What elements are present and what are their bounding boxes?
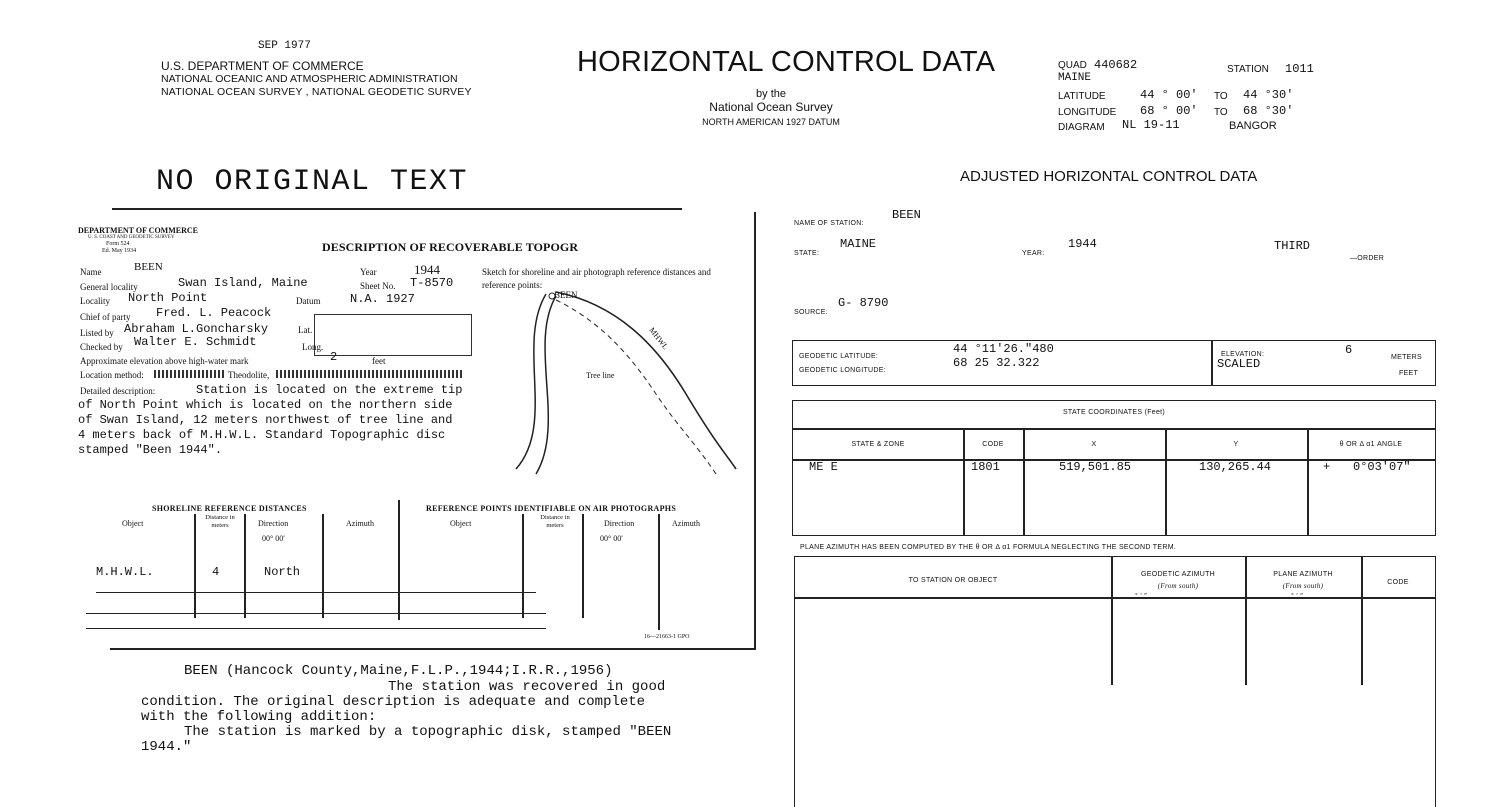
- col-divider: [194, 514, 196, 618]
- meters-label: METERS: [1391, 354, 1422, 361]
- struck-out-text: [276, 370, 462, 378]
- sc-y: 130,265.44: [1199, 460, 1272, 474]
- geodetic-longitude-label: GEODETIC LONGITUDE:: [799, 367, 886, 374]
- elevation-note: SCALED: [1217, 357, 1261, 371]
- col-divider: [322, 514, 324, 618]
- recovery-line: 1944.": [141, 739, 192, 755]
- longitude-from: 68 ° 00′: [1140, 104, 1198, 118]
- form-method-label: Location method:: [80, 370, 144, 380]
- air-deg-min: 00° 00′: [600, 534, 623, 543]
- form-lat-label: Lat.: [298, 325, 313, 335]
- form-desc-line: Station is located on the extreme tip: [196, 383, 463, 397]
- form-bottom-border: [110, 648, 756, 650]
- source-label: SOURCE:: [794, 309, 828, 316]
- form-sheet: T-8570: [410, 276, 454, 290]
- form-desc-line: of North Point which is located on the northern side: [78, 398, 453, 412]
- form-agency-sub: U. S. COAST AND GEODETIC SURVEY: [88, 235, 175, 240]
- sc-y-label: Y: [1233, 441, 1239, 448]
- org-name: National Ocean Survey: [709, 100, 833, 114]
- diagram-name: BANGOR: [1229, 120, 1277, 132]
- shore-col-direction: Direction: [258, 519, 289, 528]
- longitude-to: 68 °30′: [1243, 104, 1294, 118]
- form-elevation-label: Approximate elevation above high-water mark: [80, 356, 249, 366]
- form-chief-label: Chief of party: [80, 312, 131, 322]
- shoreline-sketch: [496, 284, 746, 484]
- airphoto-ref-title: REFERENCE POINTS IDENTIFIABLE ON AIR PHOTOGRAPHS: [426, 504, 677, 513]
- shore-row-object: M.H.W.L.: [96, 565, 154, 579]
- form-top-border: [112, 208, 682, 210]
- box-divider: [1211, 341, 1213, 385]
- az-geo-label: GEODETIC AZIMUTH: [1140, 571, 1216, 578]
- table-rule: [86, 628, 546, 629]
- table-rule: [96, 592, 536, 593]
- geodetic-latitude: 44 °11′26.″480: [953, 342, 1054, 356]
- feet-label: FEET: [1399, 370, 1419, 377]
- elevation-label: ELEVATION:: [1221, 351, 1265, 358]
- form-checked: Walter E. Schmidt: [134, 335, 257, 349]
- form-edition: Ed. May 1934: [102, 248, 137, 254]
- shore-row-distance: 4: [212, 565, 220, 579]
- az-code-label: CODE: [1387, 579, 1409, 586]
- datum-line: NORTH AMERICAN 1927 DATUM: [702, 117, 840, 127]
- form-desc-line: of Swan Island, 12 meters northwest of tree line and: [78, 413, 453, 427]
- form-print-code: 16—21663-1 GPO: [644, 634, 690, 640]
- recovery-line: The station is marked by a topographic disk, stamped "BEEN: [184, 724, 672, 740]
- year-value: 1944: [1068, 237, 1097, 251]
- col-divider: [244, 514, 246, 618]
- by-the: by the: [756, 88, 786, 100]
- quad-label: QUAD: [1058, 60, 1087, 71]
- sketch-tree-line-label: Tree line: [586, 371, 615, 380]
- recovery-line: with the following addition:: [141, 709, 377, 725]
- state-value: MAINE: [840, 237, 877, 251]
- form-sketch-label: Sketch for shoreline and air photograph reference distances and reference points:: [482, 267, 711, 290]
- longitude-label: LONGITUDE: [1058, 107, 1117, 118]
- to-label-long: TO: [1214, 107, 1228, 118]
- sc-code: 1801: [971, 460, 1000, 474]
- air-col-direction: Direction: [604, 519, 635, 528]
- sc-header-rule: [793, 428, 1435, 430]
- diagram-label: DIAGRAM: [1058, 122, 1105, 133]
- form-locality: North Point: [128, 291, 208, 305]
- sc-zone: ME E: [809, 460, 838, 474]
- geodetic-latitude-label: GEODETIC LATITUDE:: [799, 353, 879, 360]
- form-listed-label: Listed by: [80, 328, 114, 338]
- noaa-name: NATIONAL OCEANIC AND ATMOSPHERIC ADMINISTRATION: [161, 73, 458, 85]
- form-desc-label: Detailed description:: [80, 386, 156, 396]
- geodetic-position-box: [792, 340, 1436, 386]
- form-elevation: 2: [330, 350, 338, 364]
- form-name: BEEN: [134, 261, 163, 273]
- az-plane-sub: (From south): [1282, 582, 1324, 590]
- form-datum-label: Datum: [296, 296, 321, 306]
- shore-col-azimuth: Azimuth: [346, 519, 374, 528]
- sc-sign: +: [1323, 460, 1331, 474]
- az-geo-sub: (From south): [1157, 582, 1199, 590]
- recovery-heading: BEEN (Hancock County,Maine,F.L.P.,1944;I.R.R.,1956): [184, 663, 613, 679]
- geodetic-longitude: 68 25 32.322: [953, 356, 1040, 370]
- az-col-divider: [1361, 557, 1363, 685]
- form-listed: Abraham L.Goncharsky: [124, 322, 269, 336]
- shore-deg-min: 00° 00′: [262, 534, 285, 543]
- az-header-rule: [795, 597, 1435, 599]
- sketch-station-label: BEEN: [554, 290, 578, 300]
- az-plane-dms: ° ′ ″: [1291, 593, 1303, 600]
- form-long-label: Long.: [302, 342, 324, 352]
- sketch-mhwl-label: MHWL: [647, 325, 671, 352]
- shoreline-ref-title: SHORELINE REFERENCE DISTANCES: [152, 504, 307, 513]
- form-method: Theodolite,: [228, 370, 270, 380]
- sc-code-label: CODE: [982, 441, 1004, 448]
- col-divider: [658, 514, 660, 630]
- station-number: 1011: [1285, 62, 1314, 76]
- to-label-lat: TO: [1214, 91, 1228, 102]
- form-year: 1944: [414, 262, 440, 277]
- quad-value: 440682: [1094, 58, 1138, 72]
- received-date-stamp: SEP 1977: [258, 40, 311, 52]
- adjusted-title: ADJUSTED HORIZONTAL CONTROL DATA: [960, 168, 1258, 185]
- form-desc-line: stamped "Been 1944".: [78, 443, 223, 457]
- quad-state: MAINE: [1058, 72, 1092, 84]
- az-plane-label: PLANE AZIMUTH: [1273, 571, 1333, 578]
- table-rule: [86, 613, 546, 614]
- form-title: DESCRIPTION OF RECOVERABLE TOPOGR: [322, 240, 579, 254]
- form-number: Form 524: [106, 241, 130, 247]
- shore-col-distance: Distance in meters: [205, 514, 235, 529]
- air-col-object: Object: [450, 519, 472, 528]
- sc-angle-label: θ OR Δ α1 ANGLE: [1339, 441, 1403, 448]
- dept-name: U.S. DEPARTMENT OF COMMERCE: [161, 59, 364, 73]
- section-divider: [398, 500, 400, 620]
- shore-row-direction: North: [264, 565, 301, 579]
- recoverable-topo-form: [76, 208, 762, 648]
- az-to-label: TO STATION OR OBJECT: [908, 577, 998, 584]
- diagram-value: NL 19-11: [1122, 118, 1180, 132]
- col-divider: [582, 514, 584, 618]
- form-sheet-label: Sheet No.: [360, 281, 396, 291]
- order-value: THIRD: [1274, 239, 1311, 253]
- form-feet-label: feet: [372, 356, 386, 366]
- elevation-value: 6: [1345, 343, 1353, 357]
- recovery-line: The station was recovered in good: [388, 679, 666, 695]
- state-label: STATE:: [794, 250, 820, 257]
- form-right-border: [754, 212, 756, 648]
- form-year-label: Year: [360, 267, 377, 277]
- sc-x-label: X: [1091, 441, 1097, 448]
- form-general-locality: Swan Island, Maine: [178, 276, 308, 290]
- form-datum: N.A. 1927: [350, 292, 415, 306]
- sc-angle: 0°03′07″: [1353, 460, 1411, 474]
- state-coordinates-box: [792, 400, 1436, 536]
- azimuth-table: [794, 556, 1436, 807]
- col-divider: [522, 514, 524, 618]
- form-locality-label: Locality: [80, 296, 110, 306]
- sc-zone-label: STATE & ZONE: [851, 441, 905, 448]
- form-agency: DEPARTMENT OF COMMERCE: [78, 226, 199, 235]
- station-name: BEEN: [892, 208, 921, 222]
- plane-azimuth-note: PLANE AZIMUTH HAS BEEN COMPUTED BY THE θ OR Δ α1 FORMULA NEGLECTING THE SECOND TERM.: [800, 544, 1177, 551]
- form-chief: Fred. L. Peacock: [156, 306, 272, 320]
- source-value: G- 8790: [838, 296, 889, 310]
- lat-long-box: [314, 314, 472, 356]
- sc-x: 519,501.85: [1059, 460, 1132, 474]
- struck-out-text: [154, 370, 226, 378]
- no-original-text-stamp: NO ORIGINAL TEXT: [156, 165, 469, 199]
- latitude-from: 44 ° 00′: [1140, 88, 1198, 102]
- shore-col-object: Object: [122, 519, 144, 528]
- form-desc-line: 4 meters back of M.H.W.L. Standard Topographic disc: [78, 428, 446, 442]
- station-label: STATION: [1227, 64, 1269, 75]
- latitude-label: LATITUDE: [1058, 91, 1106, 102]
- year-label: YEAR:: [1022, 250, 1045, 257]
- form-name-label: Name: [80, 267, 102, 277]
- sc-title: STATE COORDINATES (Feet): [1062, 409, 1166, 416]
- air-col-distance: Distance in meters: [540, 514, 570, 529]
- az-geo-dms: ° ′ ″: [1135, 593, 1147, 600]
- station-name-label: NAME OF STATION:: [794, 220, 864, 227]
- form-general-locality-label: General locality: [80, 282, 138, 292]
- page-title: HORIZONTAL CONTROL DATA: [577, 46, 996, 78]
- form-checked-label: Checked by: [80, 342, 123, 352]
- nos-name: NATIONAL OCEAN SURVEY , NATIONAL GEODETIC SURVEY: [161, 86, 472, 98]
- latitude-to: 44 °30′: [1243, 88, 1294, 102]
- order-label: —ORDER: [1350, 255, 1385, 262]
- air-col-azimuth: Azimuth: [672, 519, 700, 528]
- recovery-line: condition. The original description is adequate and complete: [141, 694, 646, 710]
